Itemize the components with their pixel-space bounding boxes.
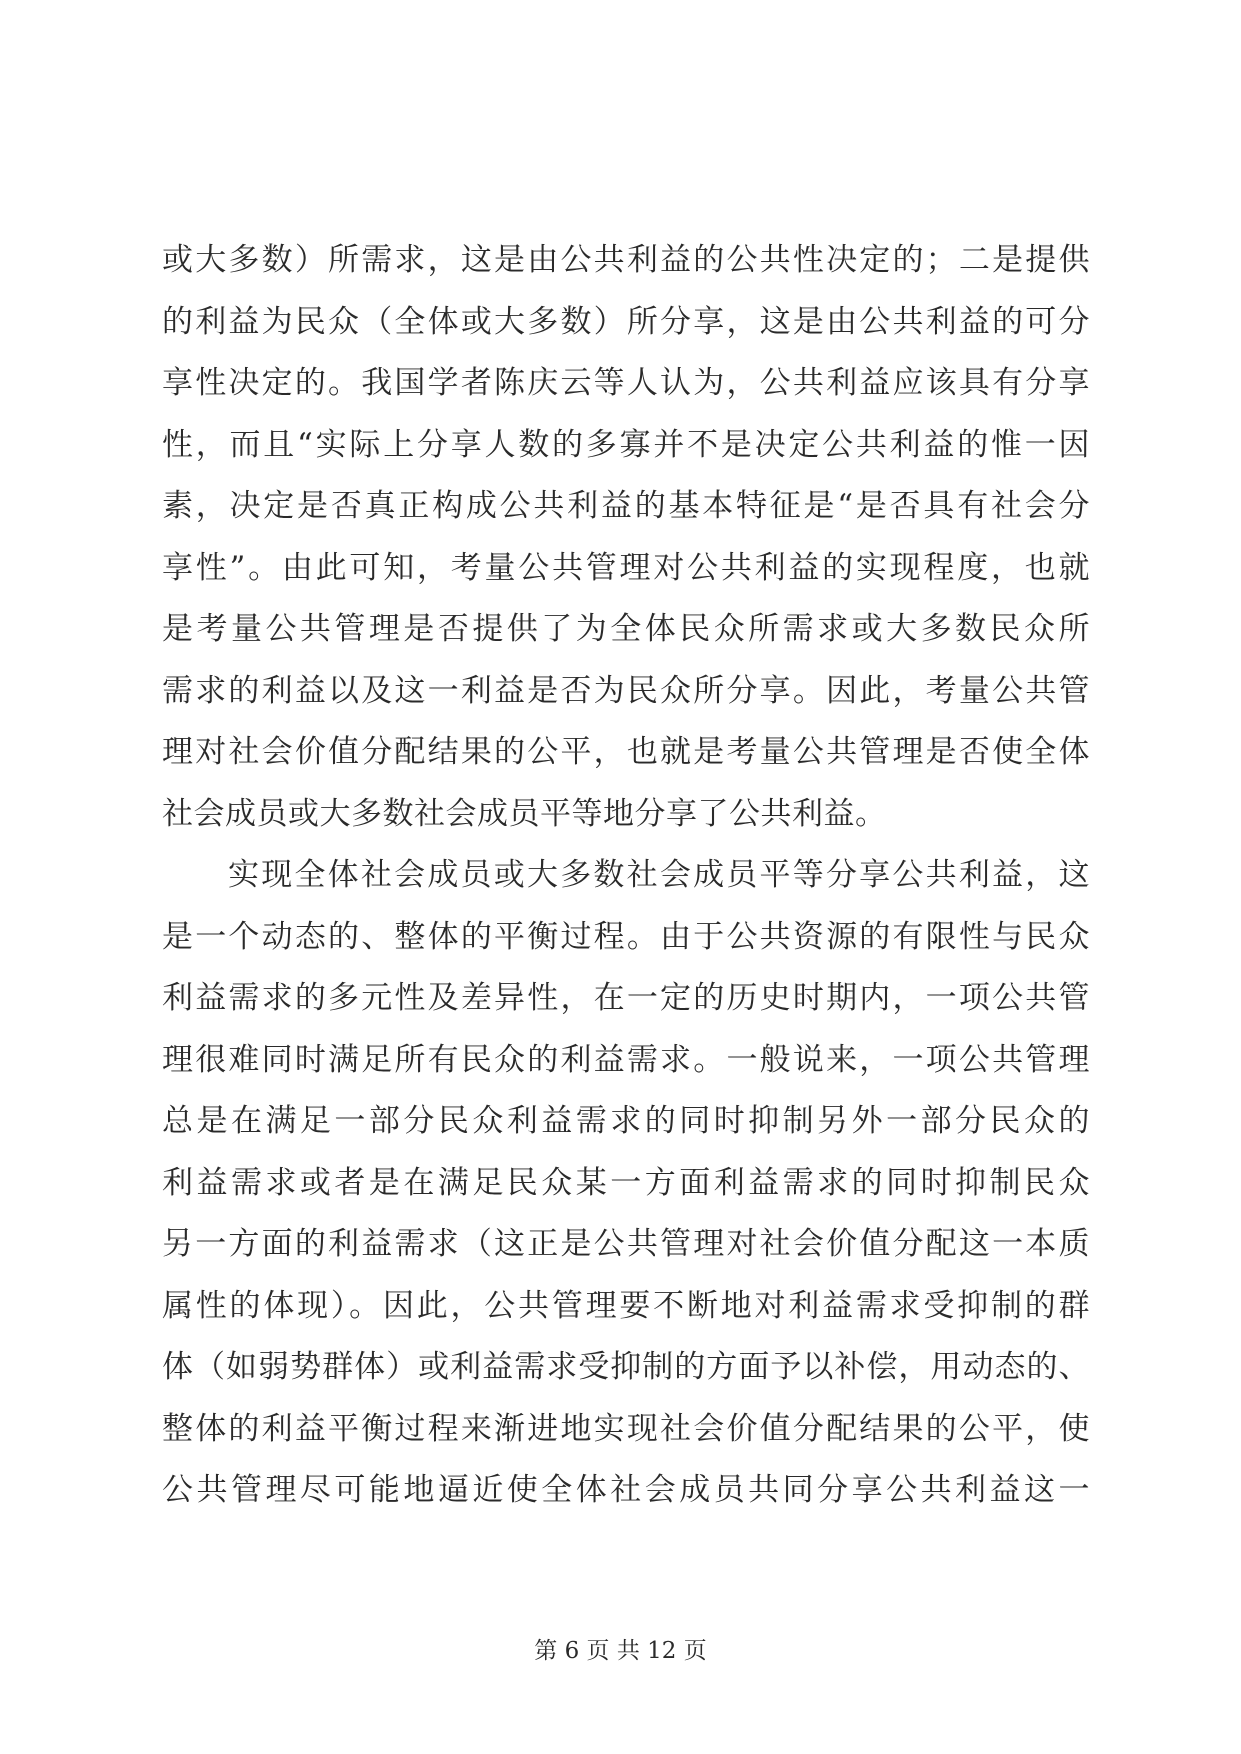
text-line: 是考量公共管理是否提供了为全体民众所需求或大多数民众所 (162, 611, 1090, 647)
text-line: 享性决定的。我国学者陈庆云等人认为，公共利益应该具有分享 (162, 365, 1090, 401)
text-line: 属性的体现）。因此，公共管理要不断地对利益需求受抑制的群 (162, 1287, 1090, 1324)
text-line: 总是在满足一部分民众利益需求的同时抑制另外一部分民众的 (162, 1103, 1090, 1139)
text-line: 是一个动态的、整体的平衡过程。由于公共资源的有限性与民众 (162, 918, 1090, 955)
text-line: 利益需求的多元性及差异性，在一定的历史时期内，一项公共管 (162, 980, 1090, 1016)
text-line: 利益需求或者是在满足民众某一方面利益需求的同时抑制民众 (162, 1164, 1090, 1201)
paragraph-2 (162, 845, 1090, 1522)
page-number: 第 6 页 共 12 页 (534, 1638, 707, 1664)
text-line: 素，决定是否真正构成公共利益的基本特征是“是否具有社会分 (162, 488, 1090, 524)
text-line: 需求的利益以及这一利益是否为民众所分享。因此，考量公共管 (162, 672, 1090, 709)
text-line: 享性”。由此可知，考量公共管理对公共利益的实现程度，也就 (162, 549, 1090, 586)
text-line: 的利益为民众（全体或大多数）所分享，这是由公共利益的可分 (162, 303, 1090, 340)
text-line: 另一方面的利益需求（这正是公共管理对社会价值分配这一本质 (162, 1226, 1090, 1262)
text-line: 整体的利益平衡过程来渐进地实现社会价值分配结果的公平，使 (162, 1410, 1090, 1447)
text-line: 实现全体社会成员或大多数社会成员平等分享公共利益，这 (228, 857, 1090, 893)
text-line: 理很难同时满足所有民众的利益需求。一般说来，一项公共管理 (162, 1041, 1090, 1078)
paragraph-1 (162, 230, 1090, 845)
text-line: 公共管理尽可能地逼近使全体社会成员共同分享公共利益这一 (162, 1472, 1090, 1508)
text-line: 或大多数）所需求，这是由公共利益的公共性决定的；二是提供 (162, 242, 1090, 278)
text-line: 理对社会价值分配结果的公平，也就是考量公共管理是否使全体 (162, 734, 1090, 770)
body-text (162, 230, 1090, 1522)
text-line: 社会成员或大多数社会成员平等地分享了公共利益。 (162, 795, 887, 832)
text-line: 性，而且“实际上分享人数的多寡并不是决定公共利益的惟一因 (162, 426, 1090, 463)
text-line: 体（如弱势群体）或利益需求受抑制的方面予以补偿，用动态的、 (162, 1349, 1090, 1385)
